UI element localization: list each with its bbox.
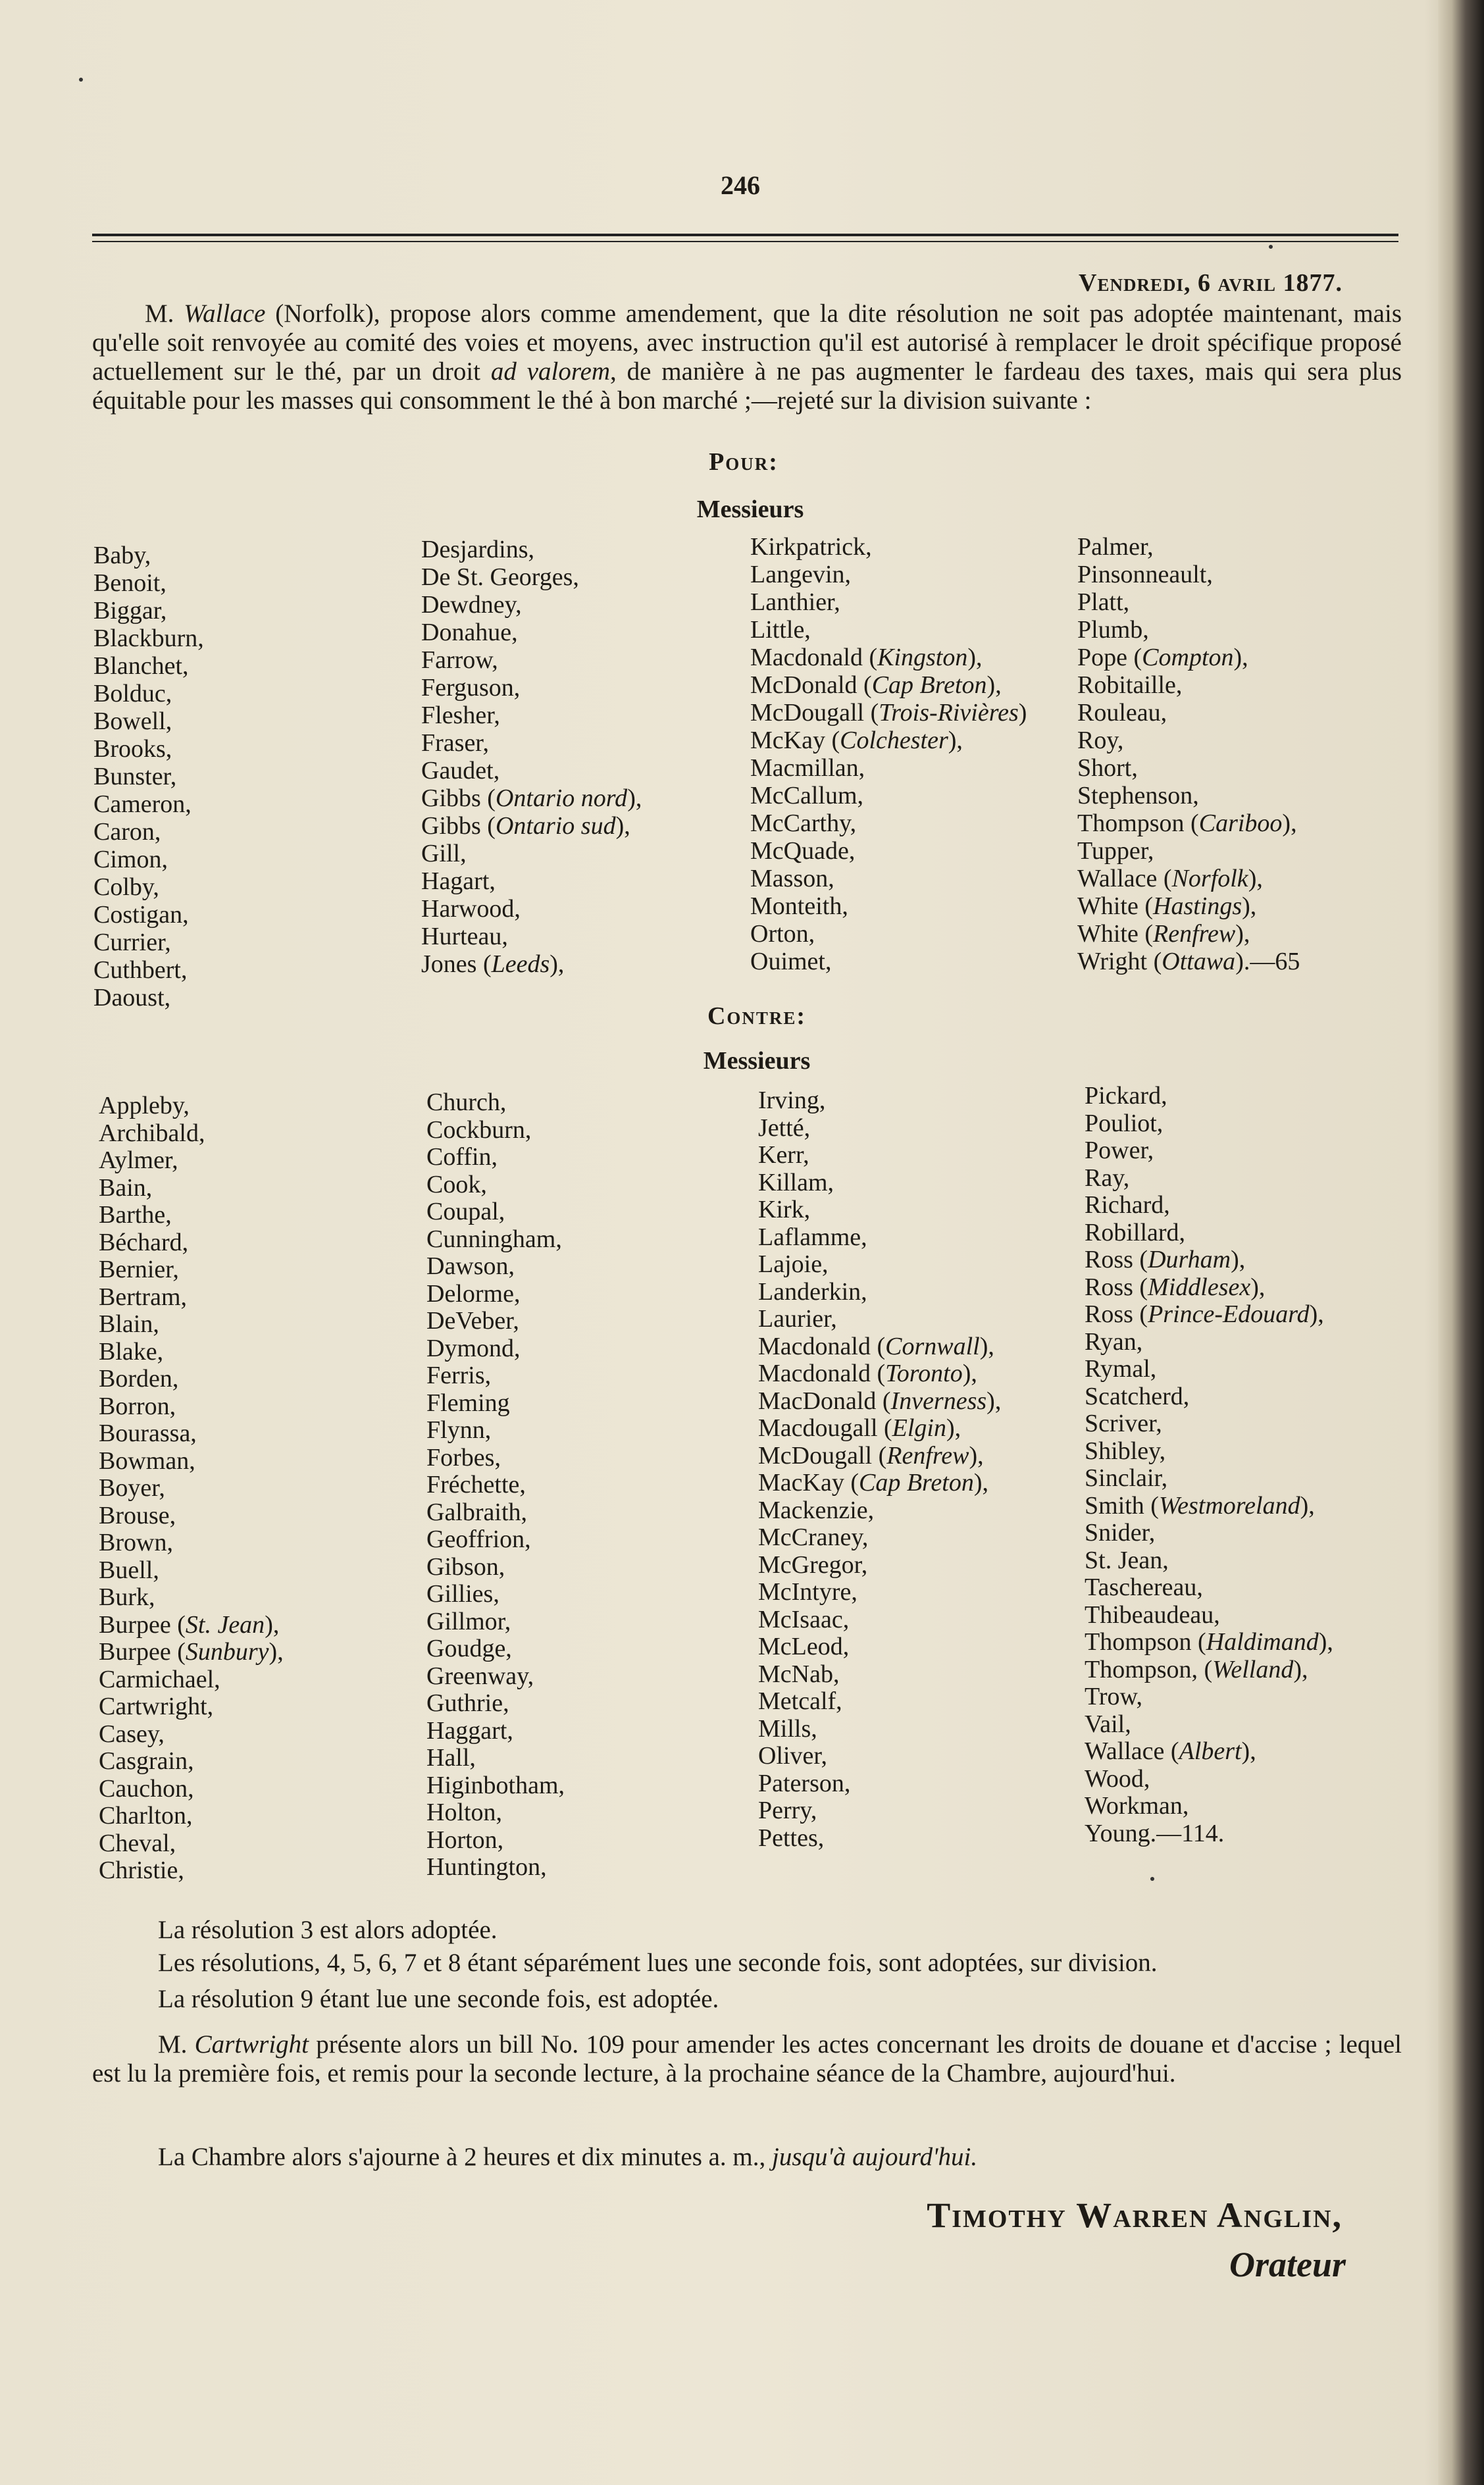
member-list-item: McCallum, — [750, 782, 864, 809]
member-list-item: Laurier, — [758, 1305, 837, 1333]
member-list-item: Bunster, — [93, 763, 177, 790]
adjournment-line — [158, 2142, 1395, 2172]
member-list-item: Gaudet, — [421, 757, 500, 784]
member-list-item: Farrow, — [421, 646, 498, 674]
member-list-item: Kirk, — [758, 1196, 811, 1223]
pour-column-1 — [93, 542, 204, 1012]
member-list-item: Mills, — [758, 1714, 817, 1743]
member-list-item: Jones (Leeds), — [421, 950, 565, 978]
member-list-item: Mackenzie, — [758, 1496, 875, 1524]
pour-column-2 — [421, 536, 642, 978]
member-list-item: Holton, — [426, 1799, 503, 1826]
member-list-item: Roy, — [1077, 727, 1124, 754]
member-list-item: Kerr, — [758, 1141, 809, 1169]
member-list-item: Pinsonneault, — [1077, 561, 1213, 588]
member-list-item: McCarthy, — [750, 809, 857, 837]
amendment-text-2: , de manière à ne pas augmenter le fardeau des taxes, mais qui sera plus équitable pour les masses qui consomment le thé à bon marché ;—rejeté sur la division suivante : — [92, 357, 1402, 415]
member-list-item: Macmillan, — [750, 754, 865, 782]
member-list-item: Taschereau, — [1085, 1574, 1203, 1601]
resolution-line: La résolution 9 étant lue une seconde fois, est adoptée. — [158, 1985, 719, 2013]
member-list-item: Gill, — [421, 840, 467, 867]
member-list-item: Oliver, — [758, 1742, 828, 1770]
member-list-item: McCraney, — [758, 1524, 869, 1551]
member-list-item: Lajoie, — [758, 1250, 829, 1278]
member-list-item: St. Jean, — [1085, 1546, 1169, 1574]
member-list-item: Benoit, — [93, 569, 166, 597]
member-list-item: Macdonald (Toronto), — [758, 1360, 977, 1387]
member-list-item: McDougall (Trois-Rivières) — [750, 699, 1027, 727]
member-list-item: Power, — [1085, 1137, 1154, 1164]
member-list-item: Bain, — [99, 1173, 153, 1202]
member-list-item: Brown, — [99, 1529, 173, 1556]
header-rule-thin — [92, 241, 1398, 242]
member-list-item: Bowell, — [93, 707, 172, 735]
member-list-item: Lanthier, — [750, 588, 840, 616]
member-list-item: Wood, — [1085, 1764, 1150, 1793]
member-list-item: Thompson (Cariboo), — [1077, 809, 1297, 837]
member-list-item: De St. Georges, — [421, 563, 579, 591]
member-list-item: Hurteau, — [421, 923, 508, 950]
member-list-item: Aylmer, — [99, 1146, 178, 1174]
member-list-item: Smith (Westmoreland), — [1085, 1491, 1315, 1520]
member-list-item: Landerkin, — [758, 1277, 867, 1306]
pour-heading: Pour: — [709, 448, 779, 476]
member-list-item: White (Renfrew), — [1077, 920, 1250, 948]
member-list-item: Cartwright, — [99, 1693, 214, 1720]
member-list-item: McKay (Colchester), — [750, 727, 963, 754]
member-list-item: Scatcherd, — [1085, 1382, 1190, 1410]
member-list-item: White (Hastings), — [1077, 892, 1257, 920]
member-list-item: Fréchette, — [426, 1471, 526, 1499]
contre-subheading: Messieurs — [703, 1047, 811, 1075]
member-list-item: Gibbs (Ontario sud), — [421, 812, 630, 840]
member-list-item: Flynn, — [426, 1416, 492, 1444]
member-list-item: Masson, — [750, 865, 834, 892]
member-list-item: Bernier, — [99, 1256, 179, 1283]
member-list-item: Plumb, — [1077, 616, 1149, 644]
member-list-item: Cuthbert, — [93, 956, 188, 984]
bill-paragraph — [92, 2030, 1402, 2088]
member-list-item: Thompson, (Welland), — [1085, 1655, 1308, 1683]
member-list-item: Langevin, — [750, 561, 852, 588]
member-list-item: Cimon, — [93, 846, 168, 873]
paper-speck — [1150, 1877, 1154, 1881]
member-list-item: MacDonald (Inverness), — [758, 1387, 1002, 1415]
salutation: M. — [158, 2030, 195, 2059]
member-list-item: Ross (Durham), — [1085, 1246, 1246, 1273]
member-list-item: Laflamme, — [758, 1223, 867, 1251]
member-list-item: Pouliot, — [1085, 1109, 1164, 1137]
member-list-item: McDougall (Renfrew), — [758, 1441, 984, 1470]
member-list-item: McDonald (Cap Breton), — [750, 671, 1002, 699]
member-list-item: Blanchet, — [93, 652, 189, 680]
member-list-item: Charlton, — [99, 1802, 193, 1830]
member-list-item: Borron, — [99, 1392, 176, 1420]
member-list-item: Palmer, — [1077, 533, 1154, 561]
contre-heading: Contre: — [707, 1002, 807, 1030]
resolution-line: La résolution 3 est alors adoptée. — [158, 1916, 498, 1944]
member-list-item: Donahue, — [421, 619, 518, 646]
member-list-item: Blake, — [99, 1337, 164, 1366]
member-list-item: Casgrain, — [99, 1747, 194, 1775]
member-list-item: Dymond, — [426, 1334, 521, 1362]
member-list-item: Pettes, — [758, 1824, 825, 1852]
amendment-text-1: (Norfolk), propose alors comme amendement, que la dite résolution ne soit pas adoptée maintenant, mais qu'elle soit renvoyée au comité des voies et moyens, avec instruction qu'il est autorisé à remplacer le droit spécifique proposé actuellement sur le thé, par un droit — [92, 299, 1402, 386]
member-list-item: Boyer, — [99, 1474, 165, 1502]
member-list-item: Geoffrion, — [426, 1525, 531, 1553]
member-list-item: Paterson, — [758, 1769, 851, 1797]
member-list-item: Blain, — [99, 1310, 159, 1338]
member-list-item: Richard, — [1085, 1191, 1170, 1219]
member-list-item: Rymal, — [1085, 1355, 1157, 1383]
member-list-item: Cauchon, — [99, 1774, 194, 1803]
member-list-item: Biggar, — [93, 597, 167, 625]
member-list-item: Metcalf, — [758, 1687, 842, 1715]
member-list-item: Burk, — [99, 1583, 155, 1611]
member-list-item: Wallace (Norfolk), — [1077, 865, 1263, 892]
member-list-item: MacKay (Cap Breton), — [758, 1469, 988, 1497]
member-list-item: Wright (Ottawa).—65 — [1077, 948, 1300, 975]
member-list-item: Borden, — [99, 1365, 179, 1393]
member-list-item: Church, — [426, 1089, 507, 1116]
member-list-item: Buell, — [99, 1556, 159, 1584]
member-list-item: Harwood, — [421, 895, 521, 923]
member-list-item: Macdonald (Cornwall), — [758, 1332, 994, 1360]
adjournment-italic: jusqu'à aujourd'hui. — [772, 2143, 978, 2171]
member-list-item: Platt, — [1077, 588, 1130, 616]
member-list-item: Scriver, — [1085, 1410, 1162, 1437]
date-line: Vendredi, 6 avril 1877. — [1079, 269, 1343, 297]
member-list-item: Tupper, — [1077, 837, 1154, 865]
resolution-line: Les résolutions, 4, 5, 6, 7 et 8 étant séparément lues une seconde fois, sont adoptées, sur division. — [158, 1949, 1158, 1977]
member-list-item: Ross (Prince-Edouard), — [1085, 1300, 1324, 1328]
member-list-item: Sinclair, — [1085, 1464, 1168, 1492]
member-list-item: Brouse, — [99, 1501, 176, 1529]
member-name: Cartwright — [194, 2030, 309, 2059]
member-list-item: Shibley, — [1085, 1437, 1166, 1465]
amendment-paragraph — [92, 299, 1402, 415]
pour-column-4 — [1077, 533, 1300, 975]
member-list-item: Appleby, — [99, 1092, 190, 1119]
member-list-item: Kirkpatrick, — [750, 533, 872, 561]
member-list-item: Short, — [1077, 754, 1138, 782]
member-list-item: Thibeaudeau, — [1085, 1601, 1220, 1629]
member-list-item: DeVeber, — [426, 1307, 519, 1335]
member-list-item: Horton, — [426, 1826, 504, 1854]
member-list-item: Macdougall (Elgin), — [758, 1414, 961, 1442]
member-list-item: Cameron, — [93, 790, 192, 818]
contre-column-1 — [99, 1092, 284, 1885]
member-list-item: Hagart, — [421, 867, 496, 895]
member-list-item: Baby, — [93, 542, 151, 569]
member-list-item: Fraser, — [421, 729, 489, 757]
member-list-item: Bourassa, — [99, 1420, 197, 1447]
member-list-item: Bertram, — [99, 1283, 188, 1311]
member-list-item: Robitaille, — [1077, 671, 1183, 699]
member-list-item: Cheval, — [99, 1829, 176, 1857]
member-list-item: Little, — [750, 616, 811, 644]
member-list-item: McLeod, — [758, 1633, 850, 1660]
member-list-item: Burpee (Sunbury), — [99, 1638, 284, 1666]
contre-column-3 — [758, 1087, 1001, 1852]
member-list-item: Huntington, — [426, 1853, 547, 1881]
member-list-item: Ferris, — [426, 1362, 492, 1389]
member-list-item: Galbraith, — [426, 1498, 528, 1526]
ad-valorem: ad valorem — [490, 357, 611, 386]
member-list-item: Haggart, — [426, 1716, 513, 1745]
member-list-item: Robillard, — [1085, 1218, 1186, 1246]
member-list-item: Barthe, — [99, 1201, 172, 1229]
member-list-item: Burpee (St. Jean), — [99, 1610, 280, 1639]
member-list-item: Gillies, — [426, 1580, 499, 1608]
member-list-item: Killam, — [758, 1168, 834, 1196]
member-list-item: Béchard, — [99, 1228, 189, 1256]
member-list-item: Ouimet, — [750, 948, 832, 975]
member-list-item: Cunningham, — [426, 1225, 562, 1253]
member-list-item: Wallace (Albert), — [1085, 1737, 1256, 1765]
bill-text: présente alors un bill No. 109 pour amender les actes concernant les droits de douane et d'accise ; lequel est lu la première fois, et remis pour la seconde lecture, à la prochaine séance de la Chambre, aujourd'hui. — [92, 2030, 1402, 2088]
pour-column-3 — [750, 533, 1027, 975]
book-spine-shadow — [1438, 0, 1484, 2485]
member-list-item: Costigan, — [93, 901, 189, 929]
paper-speck — [1269, 245, 1273, 249]
member-list-item: Delorme, — [426, 1279, 521, 1308]
speaker-title: Orateur — [1229, 2245, 1346, 2284]
member-list-item: Monteith, — [750, 892, 848, 920]
member-list-item: Currier, — [93, 929, 171, 956]
member-list-item: McQuade, — [750, 837, 856, 865]
member-list-item: Cockburn, — [426, 1115, 532, 1144]
speaker-name: Timothy Warren Anglin, — [927, 2195, 1343, 2235]
member-list-item: Perry, — [758, 1797, 817, 1824]
member-list-item: McGregor, — [758, 1550, 868, 1579]
member-list-item: Vail, — [1085, 1710, 1131, 1738]
member-list-item: Colby, — [93, 873, 159, 901]
member-list-item: Pope (Compton), — [1077, 644, 1248, 671]
member-list-item: Rouleau, — [1077, 699, 1167, 727]
member-list-item: Forbes, — [426, 1443, 501, 1472]
member-list-item: Goudge, — [426, 1635, 512, 1662]
paper-speck — [79, 78, 83, 82]
pour-subheading: Messieurs — [696, 496, 804, 523]
member-list-item: Gillmor, — [426, 1607, 511, 1635]
member-name: Wallace — [184, 299, 266, 328]
member-list-item: Flesher, — [421, 702, 500, 729]
contre-column-2 — [426, 1089, 565, 1882]
member-list-item: McNab, — [758, 1660, 840, 1688]
member-list-item: Hall, — [426, 1744, 476, 1772]
adjournment-text: La Chambre alors s'ajourne à 2 heures et dix minutes a. m., — [158, 2143, 773, 2171]
contre-column-4 — [1085, 1083, 1333, 1847]
member-list-item: Daoust, — [93, 984, 171, 1012]
member-list-item: Irving, — [758, 1087, 826, 1114]
salutation: M. — [145, 299, 184, 328]
member-list-item: Brooks, — [93, 735, 172, 763]
member-list-item: Orton, — [750, 920, 815, 948]
member-list-item: Casey, — [99, 1720, 165, 1748]
member-list-item: Blackburn, — [93, 625, 204, 652]
member-list-item: McIsaac, — [758, 1605, 850, 1633]
member-list-item: Christie, — [99, 1857, 184, 1884]
member-list-item: Fleming — [426, 1389, 510, 1417]
header-rule-thick — [92, 234, 1398, 236]
member-list-item: Ray, — [1085, 1164, 1130, 1192]
member-list-item: Ferguson, — [421, 674, 521, 702]
member-list-item: Archibald, — [99, 1119, 205, 1147]
member-list-item: Snider, — [1085, 1519, 1156, 1547]
member-list-item: Jetté, — [758, 1114, 811, 1142]
member-list-item: Workman, — [1085, 1792, 1189, 1820]
member-list-item: Ross (Middlesex), — [1085, 1273, 1266, 1301]
member-list-item: Coffin, — [426, 1143, 498, 1171]
page-number: 246 — [721, 170, 760, 200]
member-list-item: Macdonald (Kingston), — [750, 644, 983, 671]
member-list-item: Ryan, — [1085, 1327, 1143, 1356]
member-list-item: Coupal, — [426, 1198, 505, 1225]
member-list-item: McIntyre, — [758, 1578, 857, 1606]
member-list-item: Thompson (Haldimand), — [1085, 1628, 1333, 1656]
member-list-item: Dewdney, — [421, 591, 522, 619]
member-list-item: Dawson, — [426, 1252, 515, 1280]
member-list-item: Bowman, — [99, 1447, 195, 1475]
member-list-item: Guthrie, — [426, 1689, 509, 1717]
member-list-item: Carmichael, — [99, 1665, 220, 1693]
member-list-item: Caron, — [93, 818, 161, 846]
member-list-item: Desjardins, — [421, 536, 535, 563]
member-list-item: Stephenson, — [1077, 782, 1199, 809]
member-list-item: Cook, — [426, 1170, 487, 1198]
member-list-item: Trow, — [1085, 1683, 1143, 1710]
member-list-item: Gibson, — [426, 1552, 505, 1581]
member-list-item: Bolduc, — [93, 680, 172, 707]
member-list-item: Greenway, — [426, 1662, 534, 1690]
member-list-item: Higinbotham, — [426, 1771, 565, 1799]
member-list-item: Young.—114. — [1085, 1819, 1225, 1847]
member-list-item: Gibbs (Ontario nord), — [421, 784, 642, 812]
member-list-item: Pickard, — [1085, 1082, 1167, 1110]
